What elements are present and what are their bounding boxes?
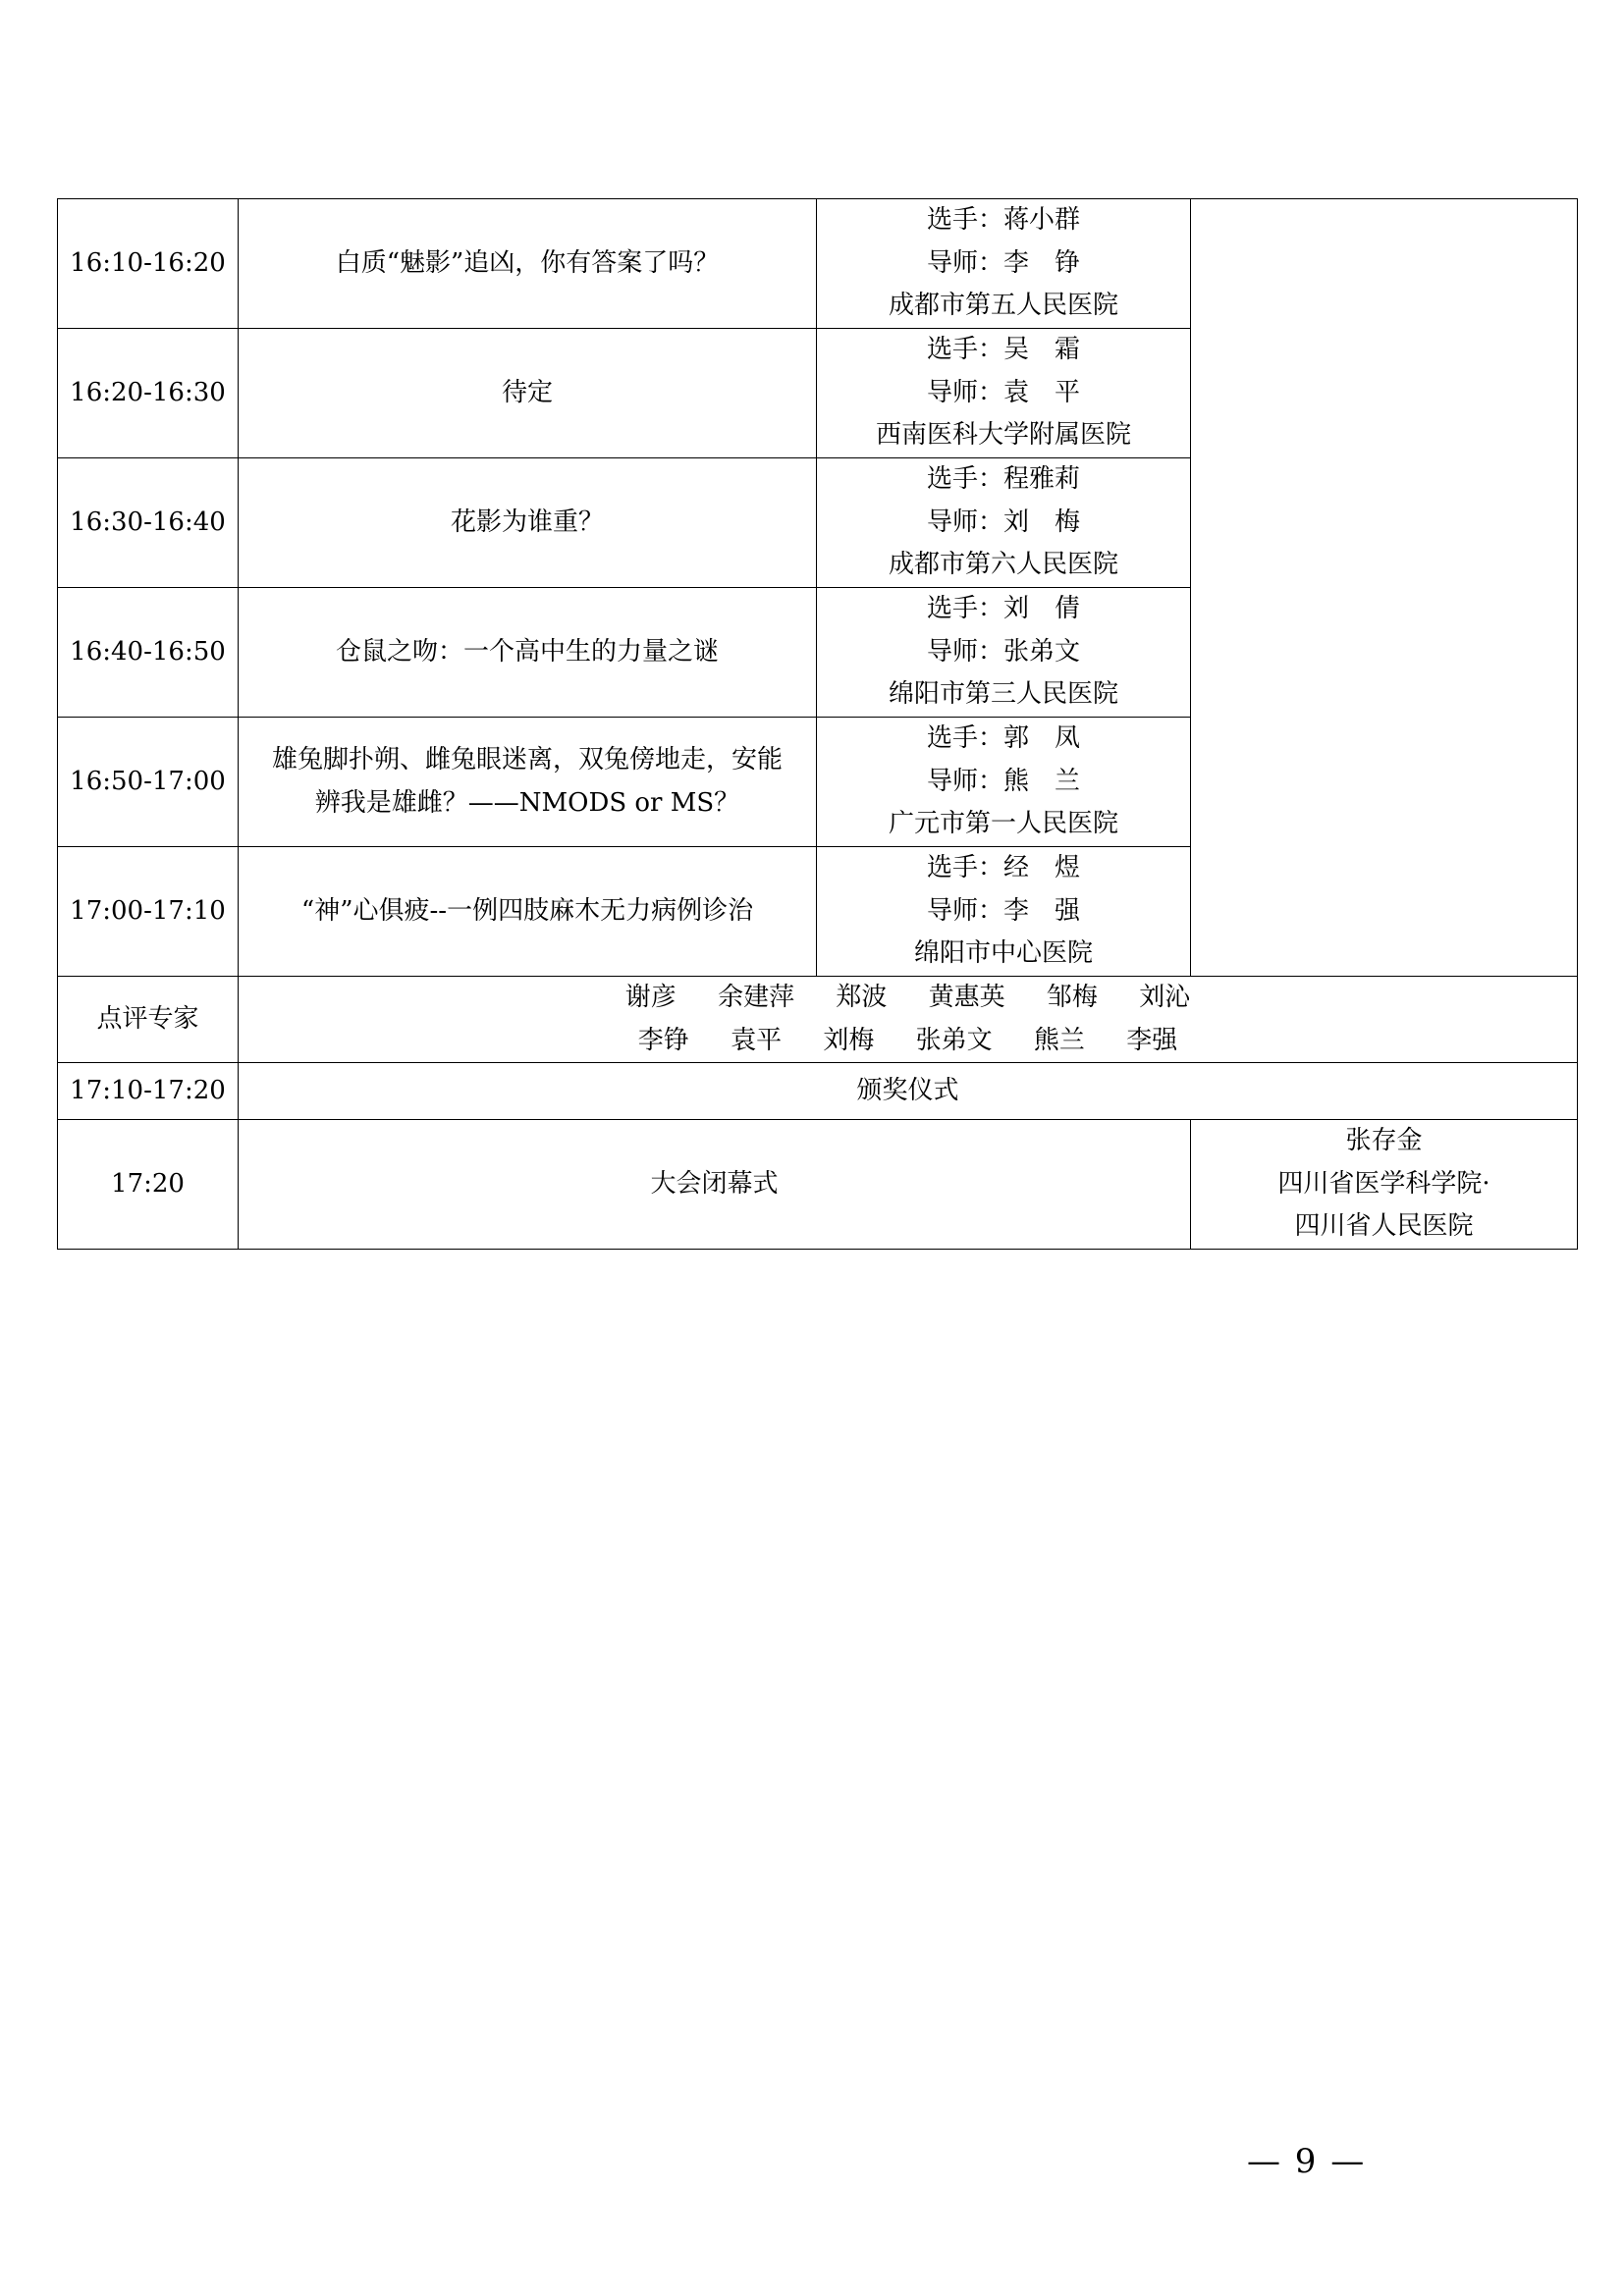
page-number: — 9 — <box>1247 2142 1367 2181</box>
session-time: 17:00-17:10 <box>58 847 239 977</box>
closing-label: 大会闭幕式 <box>239 1120 1191 1250</box>
session-topic: “神”心俱疲--一例四肢麻木无力病例诊治 <box>239 847 817 977</box>
session-row <box>58 199 1578 329</box>
host-org: 四川省医学科学院· <box>1277 1168 1490 1199</box>
session-time: 16:50-17:00 <box>58 718 239 847</box>
player-name: 选手：程雅莉 <box>926 464 1080 495</box>
mentor-name: 导师：袁 平 <box>926 377 1080 407</box>
session-time: 16:40-16:50 <box>58 588 239 718</box>
session-topic <box>239 718 817 847</box>
expert-name: 郑波 <box>836 983 888 1012</box>
experts-row <box>58 977 1578 1063</box>
session-presenter <box>817 458 1191 588</box>
host-name: 张存金 <box>1345 1126 1423 1156</box>
session-topic: 白质“魅影”追凶，你有答案了吗？ <box>239 199 817 329</box>
mentor-name: 导师：熊 兰 <box>926 766 1080 796</box>
mentor-name: 导师：李 铮 <box>926 247 1080 278</box>
hospital-name: 西南医科大学附属医院 <box>875 420 1131 451</box>
award-time: 17:10-17:20 <box>58 1063 239 1120</box>
expert-name: 邹梅 <box>1046 983 1098 1012</box>
session-presenter <box>817 199 1191 329</box>
expert-name: 刘沁 <box>1139 983 1191 1012</box>
hospital-name: 广元市第一人民医院 <box>888 809 1118 839</box>
expert-name: 刘梅 <box>823 1025 875 1055</box>
closing-time: 17:20 <box>58 1120 239 1250</box>
expert-name: 李强 <box>1126 1025 1178 1055</box>
mentor-name: 导师：刘 梅 <box>926 507 1080 537</box>
session-time: 16:30-16:40 <box>58 458 239 588</box>
host-org: 四川省人民医院 <box>1294 1211 1474 1242</box>
expert-name: 余建萍 <box>718 983 795 1012</box>
host-cell-empty <box>1191 199 1578 977</box>
expert-name: 李铮 <box>637 1025 689 1055</box>
session-presenter <box>817 329 1191 458</box>
expert-name: 张弟文 <box>915 1025 993 1055</box>
session-presenter <box>817 588 1191 718</box>
session-presenter <box>817 847 1191 977</box>
hospital-name: 绵阳市中心医院 <box>913 938 1093 969</box>
hospital-name: 绵阳市第三人民医院 <box>888 679 1118 710</box>
schedule-table <box>57 198 1578 1250</box>
award-label: 颁奖仪式 <box>239 1063 1578 1120</box>
mentor-name: 导师：李 强 <box>926 895 1080 926</box>
mentor-name: 导师：张弟文 <box>926 636 1080 667</box>
experts-line-2 <box>246 1020 1569 1063</box>
experts-line-1 <box>246 977 1569 1020</box>
closing-row <box>58 1120 1578 1250</box>
player-name: 选手：吴 霜 <box>926 335 1080 365</box>
session-topic: 仓鼠之吻：一个高中生的力量之谜 <box>239 588 817 718</box>
player-name: 选手：郭 凤 <box>926 723 1080 754</box>
expert-name: 黄惠英 <box>928 983 1005 1012</box>
session-topic-line: 辨我是雄雌？——NMODS or MS？ <box>314 787 740 818</box>
expert-name: 谢彦 <box>624 983 677 1012</box>
experts-list <box>239 977 1578 1063</box>
expert-name: 熊兰 <box>1033 1025 1085 1055</box>
closing-host <box>1191 1120 1578 1250</box>
player-name: 选手：刘 倩 <box>926 594 1080 624</box>
experts-label: 点评专家 <box>58 977 239 1063</box>
hospital-name: 成都市第六人民医院 <box>888 550 1118 580</box>
session-topic: 花影为谁重？ <box>239 458 817 588</box>
session-time: 16:20-16:30 <box>58 329 239 458</box>
session-topic: 待定 <box>239 329 817 458</box>
hospital-name: 成都市第五人民医院 <box>888 291 1118 321</box>
player-name: 选手：经 煜 <box>926 853 1080 883</box>
session-presenter <box>817 718 1191 847</box>
player-name: 选手：蒋小群 <box>926 205 1080 236</box>
expert-name: 袁平 <box>731 1025 783 1055</box>
session-time: 16:10-16:20 <box>58 199 239 329</box>
session-topic-line: 雄兔脚扑朔、雌兔眼迷离，双兔傍地走，安能 <box>271 745 783 774</box>
award-row <box>58 1063 1578 1120</box>
